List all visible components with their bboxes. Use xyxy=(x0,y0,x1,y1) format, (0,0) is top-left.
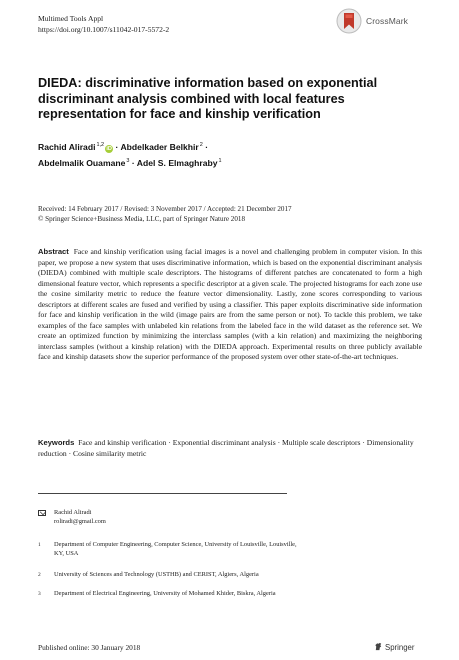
author-line-2 xyxy=(38,155,418,171)
affiliation-text: Department of Electrical Engineering, University of Mohamed Khider, Biskra, Algeria xyxy=(54,590,276,597)
publisher-name: Springer xyxy=(385,643,415,652)
affiliation-3 xyxy=(38,590,398,602)
publication-history xyxy=(38,204,428,225)
crossmark-label: CrossMark xyxy=(366,16,408,26)
author-affiliation: 2 xyxy=(199,142,203,148)
contact-email[interactable]: roliradi@gmail.com xyxy=(54,518,106,525)
publisher-logo[interactable] xyxy=(374,642,414,652)
orcid-icon[interactable]: iD xyxy=(106,146,112,152)
contact-name: Rachid Aliradi xyxy=(54,509,92,516)
author-affiliation: 1 xyxy=(218,157,222,164)
author-separator: · xyxy=(113,142,121,152)
affiliation-number: 3 xyxy=(38,591,41,597)
keywords xyxy=(38,438,422,459)
crossmark-badge[interactable] xyxy=(330,6,440,38)
abstract-label: Abstract xyxy=(38,247,69,256)
author-separator: · xyxy=(129,157,137,168)
corresponding-author xyxy=(38,509,378,529)
author-name[interactable]: Abdelkader Belkhir xyxy=(120,142,199,152)
affiliation-text: University of Sciences and Technology (USTHB) and CERIST, Algiers, Algeria xyxy=(54,571,259,578)
affiliation-number: 2 xyxy=(38,572,41,578)
crossmark-icon xyxy=(336,8,362,34)
affiliation-text: Department of Computer Engineering, Computer Science, University of Louisville, Louisville, KY, USA xyxy=(54,541,297,557)
abstract-text: Face and kinship verification using facial images is a novel and challenging problem in computer vision. In this paper, we propose a new system that uses discriminative information, which is based on the exponential discriminant analysis (DIEDA) combined with multiple scale descriptors. The histograms of different patches are concatenated to form a high dimensional feature vector, which represents a specific descriptor at a given scale. The projected histograms for each zone use the cosine similarity metric to reduce the feature vector dimensionality. Lastly, zone scores corresponding to various descriptors at different scales are fused and verified by using a classifier. This paper exploits discriminative side information for face and kinship verification in the wild (image pairs are from the same person or not). To tackle this problem, we take examples of the face samples with unlabeled kin relations from the labeled face in the wild dataset as the reference set. We create an optimized function by minimizing the interclass samples (with a kin relation) and maximizing the neighboring interclass samples (without a kinship relation) with the DIEDA approach. Experimental results on three publicly available face and kinship datasets show the superior performance of the proposed system over other state-of-the-art techniques. xyxy=(38,247,423,361)
keywords-text: Face and kinship verification · Exponential discriminant analysis · Multiple scale descriptors · Dimensionality reduction · Cosine similarity metric xyxy=(38,438,414,458)
received-dates: Received: 14 February 2017 / Revised: 3 November 2017 / Accepted: 21 December 2017 xyxy=(38,205,292,213)
author-name[interactable]: Adel S. Elmaghraby xyxy=(136,157,218,168)
footnote-divider xyxy=(38,493,287,494)
journal-name: Multimed Tools Appl xyxy=(38,14,104,23)
author-list xyxy=(38,139,418,170)
copyright-notice: © Springer Science+Business Media, LLC, part of Springer Nature 2018 xyxy=(38,215,245,224)
author-separator: · xyxy=(202,142,209,152)
springer-horse-icon xyxy=(374,642,383,651)
keywords-label: Keywords xyxy=(38,438,75,447)
affiliation-1 xyxy=(38,541,398,561)
author-affiliation: 1,2 xyxy=(96,142,105,148)
article-title: DIEDA: discriminative information based on exponential discriminant analysis combined with local features representation for face and kinship verification xyxy=(38,76,378,122)
mail-icon xyxy=(38,510,46,516)
author-name[interactable]: Rachid Aliradi xyxy=(38,142,96,152)
published-online-date: Published online: 30 January 2018 xyxy=(38,643,141,652)
author-name[interactable]: Abdelmalik Ouamane xyxy=(38,157,126,168)
abstract xyxy=(38,247,422,363)
affiliation-number: 1 xyxy=(38,542,41,548)
doi-link[interactable]: https://doi.org/10.1007/s11042-017-5572-2 xyxy=(38,25,170,34)
affiliation-2 xyxy=(38,571,398,583)
author-line-1 xyxy=(38,139,418,155)
author-affiliation: 3 xyxy=(126,157,130,164)
